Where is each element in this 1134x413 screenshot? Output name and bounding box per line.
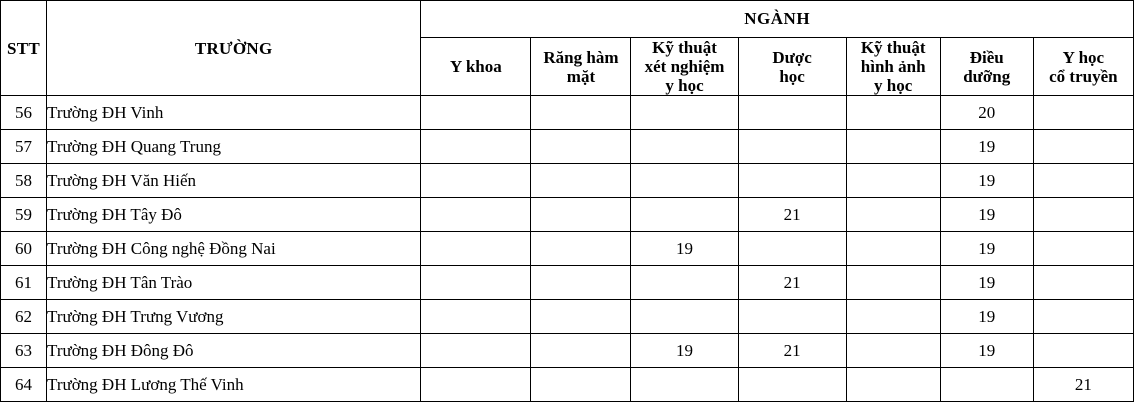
cell-major-1: [421, 368, 531, 402]
cell-major-3: [631, 130, 738, 164]
cell-major-5: [846, 368, 940, 402]
major-3-line-1: Kỹ thuật: [652, 38, 717, 57]
cell-major-2: [531, 266, 631, 300]
cell-stt: 63: [1, 334, 47, 368]
cell-major-1: [421, 130, 531, 164]
column-header-major-4: [738, 38, 846, 96]
table-row: [1, 130, 1134, 164]
cell-major-5: [846, 266, 940, 300]
cell-major-3: [631, 164, 738, 198]
cell-major-4: [738, 232, 846, 266]
cell-major-1: [421, 232, 531, 266]
cell-major-4: [738, 300, 846, 334]
column-header-truong: TRƯỜNG: [47, 1, 421, 96]
major-6-line-2: dưỡng: [963, 66, 1011, 86]
major-5-line-2: hình ảnh: [860, 57, 926, 77]
cell-truong: Trường ĐH Công nghệ Đồng Nai: [47, 232, 421, 266]
cell-stt: 58: [1, 164, 47, 198]
table-row: [1, 368, 1134, 402]
major-7-line-1: Y học: [1062, 47, 1105, 67]
cell-major-7: [1033, 232, 1133, 266]
column-header-major-6: [940, 38, 1033, 96]
cell-major-7: [1033, 266, 1133, 300]
cell-major-1: [421, 96, 531, 130]
cell-major-7: 21: [1033, 368, 1133, 402]
cell-major-4: 21: [738, 266, 846, 300]
cell-major-3: [631, 368, 738, 402]
cell-stt: 57: [1, 130, 47, 164]
column-header-major-7: [1033, 38, 1133, 96]
cell-major-2: [531, 368, 631, 402]
cell-major-6: 19: [940, 198, 1033, 232]
cell-major-2: [531, 130, 631, 164]
cell-major-4: [738, 130, 846, 164]
cell-major-1: [421, 266, 531, 300]
cell-major-3: [631, 266, 738, 300]
table-row: [1, 96, 1134, 130]
cell-major-1: [421, 300, 531, 334]
column-header-major-5: [846, 38, 940, 96]
major-5-line-1: Kỹ thuật: [860, 38, 926, 57]
cell-major-7: [1033, 198, 1133, 232]
cell-major-6: 19: [940, 300, 1033, 334]
cell-major-7: [1033, 300, 1133, 334]
cell-major-2: [531, 334, 631, 368]
cell-major-6: 19: [940, 164, 1033, 198]
column-header-major-2: [531, 38, 631, 96]
cell-major-3: 19: [631, 334, 738, 368]
cell-major-6: 19: [940, 266, 1033, 300]
table-row: [1, 334, 1134, 368]
table-row: [1, 198, 1134, 232]
cell-major-4: [738, 164, 846, 198]
cell-major-5: [846, 164, 940, 198]
column-header-nganh-group: NGÀNH: [421, 1, 1134, 38]
cell-truong: Trường ĐH Trưng Vương: [47, 300, 421, 334]
cell-major-4: 21: [738, 198, 846, 232]
cell-major-4: 21: [738, 334, 846, 368]
major-4-line-2: học: [779, 66, 805, 86]
cell-stt: 62: [1, 300, 47, 334]
cell-major-6: 19: [940, 130, 1033, 164]
table-row: [1, 232, 1134, 266]
table-body: [1, 96, 1134, 402]
cell-major-5: [846, 198, 940, 232]
cell-stt: 56: [1, 96, 47, 130]
table-row: [1, 300, 1134, 334]
cell-truong: Trường ĐH Tân Trào: [47, 266, 421, 300]
cell-major-7: [1033, 130, 1133, 164]
cell-major-5: [846, 334, 940, 368]
major-3-line-3: y học: [665, 76, 704, 96]
cell-major-1: [421, 164, 531, 198]
major-4-line-1: Dược: [772, 47, 812, 67]
table-row: [1, 164, 1134, 198]
cell-truong: Trường ĐH Văn Hiến: [47, 164, 421, 198]
cell-truong: Trường ĐH Quang Trung: [47, 130, 421, 164]
cell-stt: 59: [1, 198, 47, 232]
cell-major-7: [1033, 164, 1133, 198]
cell-major-3: [631, 198, 738, 232]
cell-truong: Trường ĐH Tây Đô: [47, 198, 421, 232]
table-header: [1, 1, 1134, 96]
cell-major-2: [531, 198, 631, 232]
column-header-major-3: [631, 38, 738, 96]
cell-major-1: [421, 198, 531, 232]
cell-major-7: [1033, 96, 1133, 130]
cell-major-2: [531, 300, 631, 334]
cell-stt: 60: [1, 232, 47, 266]
cell-stt: 64: [1, 368, 47, 402]
cell-major-5: [846, 130, 940, 164]
major-2-line-2: mặt: [566, 66, 596, 86]
major-3-line-2: xét nghiệm: [644, 57, 725, 77]
major-7-line-2: cổ truyền: [1049, 66, 1118, 86]
cell-major-2: [531, 164, 631, 198]
cell-truong: Trường ĐH Lương Thế Vinh: [47, 368, 421, 402]
cell-major-6: 19: [940, 232, 1033, 266]
cell-truong: Trường ĐH Vinh: [47, 96, 421, 130]
cell-major-3: [631, 300, 738, 334]
cell-major-6: [940, 368, 1033, 402]
cell-major-4: [738, 96, 846, 130]
cell-major-6: 20: [940, 96, 1033, 130]
cell-major-3: 19: [631, 232, 738, 266]
cell-major-4: [738, 368, 846, 402]
column-header-stt: STT: [1, 1, 47, 96]
cell-major-5: [846, 232, 940, 266]
cell-stt: 61: [1, 266, 47, 300]
cell-major-5: [846, 300, 940, 334]
column-header-major-1: [421, 38, 531, 96]
major-5-line-3: y học: [874, 76, 913, 96]
major-1-line-1: Y khoa: [449, 57, 502, 77]
cell-major-5: [846, 96, 940, 130]
major-6-line-1: Điều: [969, 47, 1004, 67]
cell-major-2: [531, 96, 631, 130]
cell-major-6: 19: [940, 334, 1033, 368]
table-row: [1, 266, 1134, 300]
cell-major-1: [421, 334, 531, 368]
cell-truong: Trường ĐH Đông Đô: [47, 334, 421, 368]
major-2-line-1: Răng hàm: [543, 47, 619, 67]
cell-major-7: [1033, 334, 1133, 368]
cell-major-2: [531, 232, 631, 266]
cell-major-3: [631, 96, 738, 130]
